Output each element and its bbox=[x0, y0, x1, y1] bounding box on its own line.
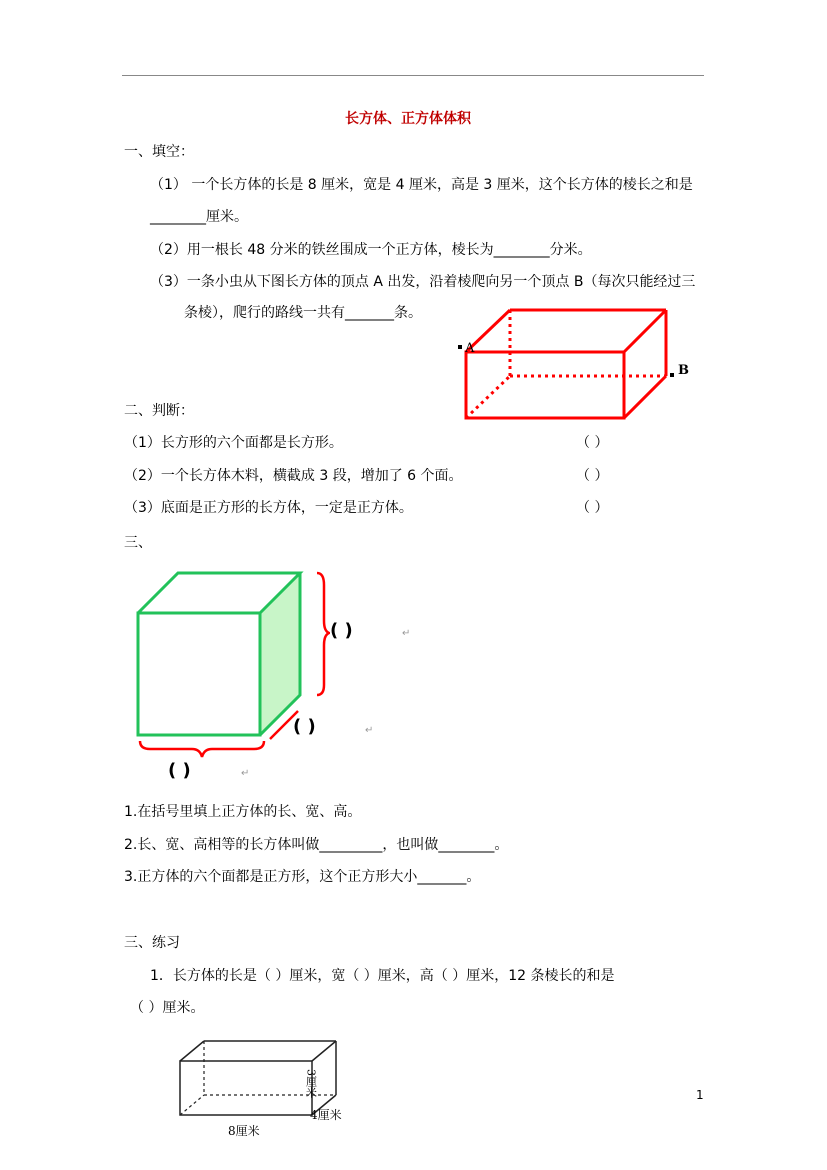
question-1-line1: （1） 一个长方体的长是 8 厘米，宽是 4 厘米，高是 3 厘米，这个长方体的棱长之和是 bbox=[150, 177, 693, 193]
cuboid-dimension-figure bbox=[170, 1035, 370, 1140]
return-mark-icon: ↵ bbox=[402, 628, 411, 639]
judge-answer-1[interactable]: （ ） bbox=[576, 435, 609, 451]
question-3-line1: （3）一条小虫从下图长方体的顶点 A 出发，沿着棱爬向另一个顶点 B（每次只能经过三 bbox=[150, 274, 696, 290]
paren-depth[interactable]: ( ) bbox=[293, 716, 316, 737]
vertex-a-marker bbox=[458, 345, 462, 349]
question-1-line2: ________厘米。 bbox=[150, 209, 248, 225]
return-mark-icon: ↵ bbox=[365, 725, 374, 736]
section1-heading: 一、填空： bbox=[124, 144, 194, 160]
judge-answer-2[interactable]: （ ） bbox=[576, 468, 609, 484]
practice-question-1-line2: （ ）厘米。 bbox=[130, 1000, 205, 1016]
depth-label: 4厘米 bbox=[310, 1108, 342, 1122]
cube-side-face bbox=[260, 573, 300, 735]
section3-heading: 三、 bbox=[124, 535, 152, 551]
vertex-b-label: B bbox=[678, 363, 689, 378]
section3-item-3: 3.正方体的六个面都是正方形，这个正方形大小_______。 bbox=[124, 869, 481, 885]
height-label: 3厘米 bbox=[304, 1069, 318, 1098]
question-3-line2: 条棱），爬行的路线一共有_______条。 bbox=[184, 305, 422, 321]
paren-height[interactable]: ( ) bbox=[330, 620, 353, 641]
header-rule bbox=[122, 75, 704, 76]
judge-item-3: （3）底面是正方形的长方体，一定是正方体。 bbox=[124, 500, 413, 516]
paren-length[interactable]: ( ) bbox=[168, 760, 191, 781]
page-title: 长方体、正方体体积 bbox=[345, 111, 471, 127]
cube-front-face bbox=[138, 613, 260, 735]
section3-item-1: 1.在括号里填上正方体的长、宽、高。 bbox=[124, 804, 362, 820]
section3-item-2: 2.长、宽、高相等的长方体叫做_________，也叫做________。 bbox=[124, 837, 509, 853]
judge-item-1: （1）长方形的六个面都是长方形。 bbox=[124, 435, 343, 451]
section2-heading: 二、判断： bbox=[124, 403, 194, 419]
vertex-a-label: A bbox=[465, 341, 475, 356]
page-number: 1 bbox=[696, 1088, 704, 1102]
cuboid-ab-figure bbox=[450, 300, 710, 430]
section4-heading: 三、练习 bbox=[124, 935, 180, 951]
vertex-b-marker bbox=[670, 373, 674, 377]
judge-answer-3[interactable]: （ ） bbox=[576, 500, 609, 516]
front-face bbox=[466, 352, 624, 418]
length-label: 8厘米 bbox=[228, 1124, 260, 1138]
judge-item-2: （2）一个长方体木料，横截成 3 段，增加了 6 个面。 bbox=[124, 468, 463, 484]
practice-question-1-line1: 1．长方体的长是（ ）厘米，宽（ ）厘米，高（ ）厘米，12 条棱长的和是 bbox=[150, 968, 615, 984]
question-2: （2）用一根长 48 分米的铁丝围成一个正方体，棱长为________分米。 bbox=[150, 242, 592, 258]
return-mark-icon: ↵ bbox=[241, 768, 250, 779]
